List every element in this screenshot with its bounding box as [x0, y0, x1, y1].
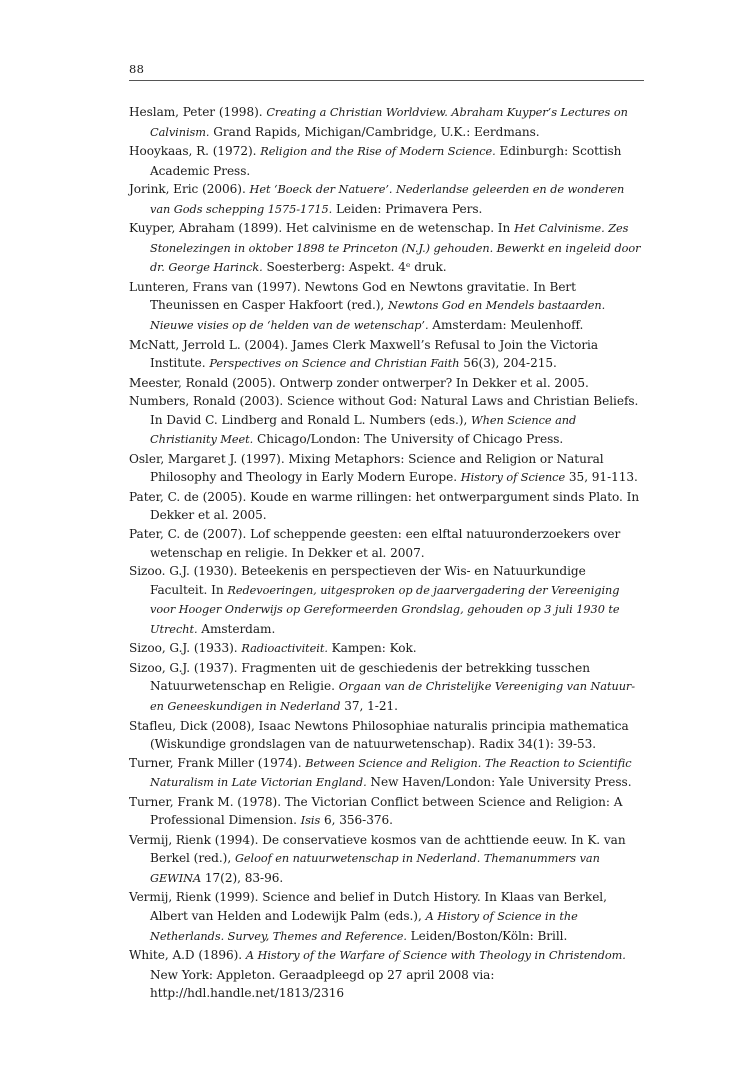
entry-title-italic: Het Calvinisme. Zes Stonelezingen in oktober 1898 te Princeton (N.J.) gehouden. Bewerkt en ingeleid door dr. George Harinck.	[150, 222, 641, 275]
bibliography-entry	[129, 946, 644, 1003]
entry-author-text: Sizoo, G.J. (1937). Fragmenten uit de geschiedenis der betrekking tusschen Natuurwetenschap en Religie.	[129, 660, 590, 694]
entry-title-italic: Het ‘Boeck der Natuere’. Nederlandse geleerden en de wonderen van Gods schepping 1575-1715.	[150, 183, 625, 216]
entry-author-text: Pater, C. de (2007). Lof scheppende geesten: een elftal natuuronderzoekers over wetenschap en religie. In Dekker et al. 2007.	[129, 527, 621, 560]
entry-author-text: Sizoo, G.J. (1933).	[129, 641, 242, 656]
entry-author-text: Vermij, Rienk (1999). Science and belief in Dutch History. In Klaas van Berkel, Albert van Helden and Lodewijk Palm (eds.),	[129, 890, 607, 923]
entry-publication-text: Grand Rapids, Michigan/Cambridge, U.K.: Eerdmans.	[209, 124, 540, 139]
entry-author-text: Osler, Margaret J. (1997). Mixing Metaphors: Science and Religion or Natural Philosophy and Theology in Early Modern Europe.	[129, 451, 604, 485]
entry-title-italic: Perspectives on Science and Christian Faith	[209, 357, 460, 371]
bibliography-list	[129, 103, 644, 1003]
entry-publication-text: Leiden: Primavera Pers.	[332, 201, 483, 216]
entry-author-text: Stafleu, Dick (2008), Isaac Newtons Philosophiae naturalis principia mathematica (Wiskundige grondslagen van de natuurwetenschap). Radix 34(1): 39-53.	[129, 718, 629, 752]
bibliography-entry	[129, 278, 644, 336]
bibliography-entry	[129, 180, 644, 219]
entry-title-italic: Isis	[300, 814, 321, 828]
entry-author-text: Pater, C. de (2005). Koude en warme rillingen: het ontwerpargument sinds Plato. In Dekker et al. 2005.	[129, 489, 640, 523]
entry-author-text: Lunteren, Frans van (1997). Newtons God en Newtons gravitatie. In Bert Theunissen en Casper Hakfoort (red.),	[129, 279, 576, 313]
entry-publication-text: Amsterdam.	[197, 621, 276, 636]
page-number: 88	[129, 62, 145, 76]
entry-author-text: Numbers, Ronald (2003). Science without God: Natural Laws and Christian Beliefs. In David C. Lindberg and Ronald L. Numbers (eds.),	[129, 394, 639, 427]
entry-title-italic: A History of Science in the Netherlands. Survey, Themes and Reference.	[150, 909, 578, 943]
entry-publication-text: 17(2), 83-96.	[201, 870, 284, 885]
entry-author-text: Hooykaas, R. (1972).	[129, 144, 261, 159]
entry-title-italic: Newtons God en Mendels bastaarden. Nieuwe visies op de ‘helden van de wetenschap’.	[150, 299, 606, 333]
bibliography-entry	[129, 562, 644, 639]
bibliography-entry	[129, 754, 644, 793]
entry-title-italic: Creating a Christian Worldview. Abraham Kuyper’s Lectures on Calvinism.	[150, 106, 628, 139]
entry-title-italic: Religion and the Rise of Modern Science.	[260, 145, 496, 159]
bibliography-entry	[129, 639, 644, 659]
entry-author-text: Turner, Frank M. (1978). The Victorian Conflict between Science and Religion: A Professional Dimension.	[129, 794, 623, 828]
bibliography-entry	[129, 831, 644, 889]
entry-publication-text: New York: Appleton. Geraadpleegd op 27 april 2008 via: http://hdl.handle.net/1813/2316	[150, 967, 495, 1001]
bibliography-entry	[129, 659, 644, 717]
entry-author-text: Vermij, Rienk (1994). De conservatieve kosmos van de achttiende eeuw. In K. van Berkel (red.),	[129, 832, 626, 866]
entry-author-text: Turner, Frank Miller (1974).	[129, 755, 306, 770]
entry-author-text: Heslam, Peter (1998).	[129, 105, 267, 119]
bibliography-entry	[129, 219, 644, 278]
entry-publication-text: Soesterberg: Aspekt. 4ᵉ druk.	[262, 260, 447, 275]
entry-publication-text: 35, 91-113.	[565, 470, 638, 485]
entry-publication-text: 37, 1-21.	[340, 698, 398, 713]
entry-author-text: McNatt, Jerrold L. (2004). James Clerk Maxwell’s Refusal to Join the Victoria Institute.	[129, 337, 599, 371]
entry-title-italic: When Science and Christianity Meet.	[150, 413, 577, 447]
bibliography-entry	[129, 488, 644, 525]
entry-publication-text: Chicago/London: The University of Chicago Press.	[253, 432, 564, 447]
bibliography-entry	[129, 392, 644, 450]
entry-title-italic: Redevoeringen, uitgesproken op de jaarvergadering der Vereeniging voor Hooger Onderwijs op Gereformeerden Grondslag, gehouden op 3 juli 1930 te Utrecht.	[150, 583, 620, 636]
entry-publication-text: Amsterdam: Meulenhoff.	[428, 318, 584, 333]
entry-publication-text: Leiden/Boston/Köln: Brill.	[406, 928, 568, 943]
bibliography-entry	[129, 525, 644, 562]
entry-title-italic: Geloof en natuurwetenschap in Nederland. Themanummers van GEWINA	[150, 852, 600, 885]
bibliography-entry	[129, 793, 644, 831]
bibliography-entry	[129, 142, 644, 180]
header-rule	[129, 80, 644, 81]
entry-author-text: Jorink, Eric (2006).	[129, 182, 250, 197]
bibliography-entry	[129, 103, 644, 142]
bibliography-entry	[129, 336, 644, 374]
entry-title-italic: Between Science and Religion. The Reaction to Scientific Naturalism in Late Victorian England.	[150, 756, 632, 790]
bibliography-entry	[129, 450, 644, 488]
entry-title-italic: History of Science	[460, 471, 566, 485]
entry-author-text: Kuyper, Abraham (1899). Het calvinisme en de wetenschap. In	[129, 221, 515, 236]
entry-publication-text: 6, 356-376.	[320, 813, 393, 828]
entry-title-italic: Orgaan van de Christelijke Vereeniging van Natuur- en Geneeskundigen in Nederland	[150, 680, 636, 713]
entry-publication-text: New Haven/London: Yale University Press.	[366, 775, 632, 790]
bibliography-entry	[129, 374, 644, 393]
entry-author-text: Meester, Ronald (2005). Ontwerp zonder ontwerper? In Dekker et al. 2005.	[129, 375, 589, 390]
entry-title-italic: A History of the Warfare of Science with Theology in Christendom.	[245, 949, 626, 963]
bibliography-entry	[129, 717, 644, 754]
entry-publication-text: Kampen: Kok.	[327, 641, 417, 656]
entry-author-text: White, A.D (1896).	[129, 948, 246, 963]
entry-author-text: Sizoo. G.J. (1930). Beteekenis en perspectieven der Wis- en Natuurkundige Faculteit. In	[129, 564, 586, 597]
bibliography-entry	[129, 888, 644, 946]
entry-title-italic: Radioactiviteit.	[241, 642, 328, 656]
entry-publication-text: Edinburgh: Scottish Academic Press.	[150, 144, 622, 178]
entry-publication-text: 56(3), 204-215.	[459, 356, 557, 371]
